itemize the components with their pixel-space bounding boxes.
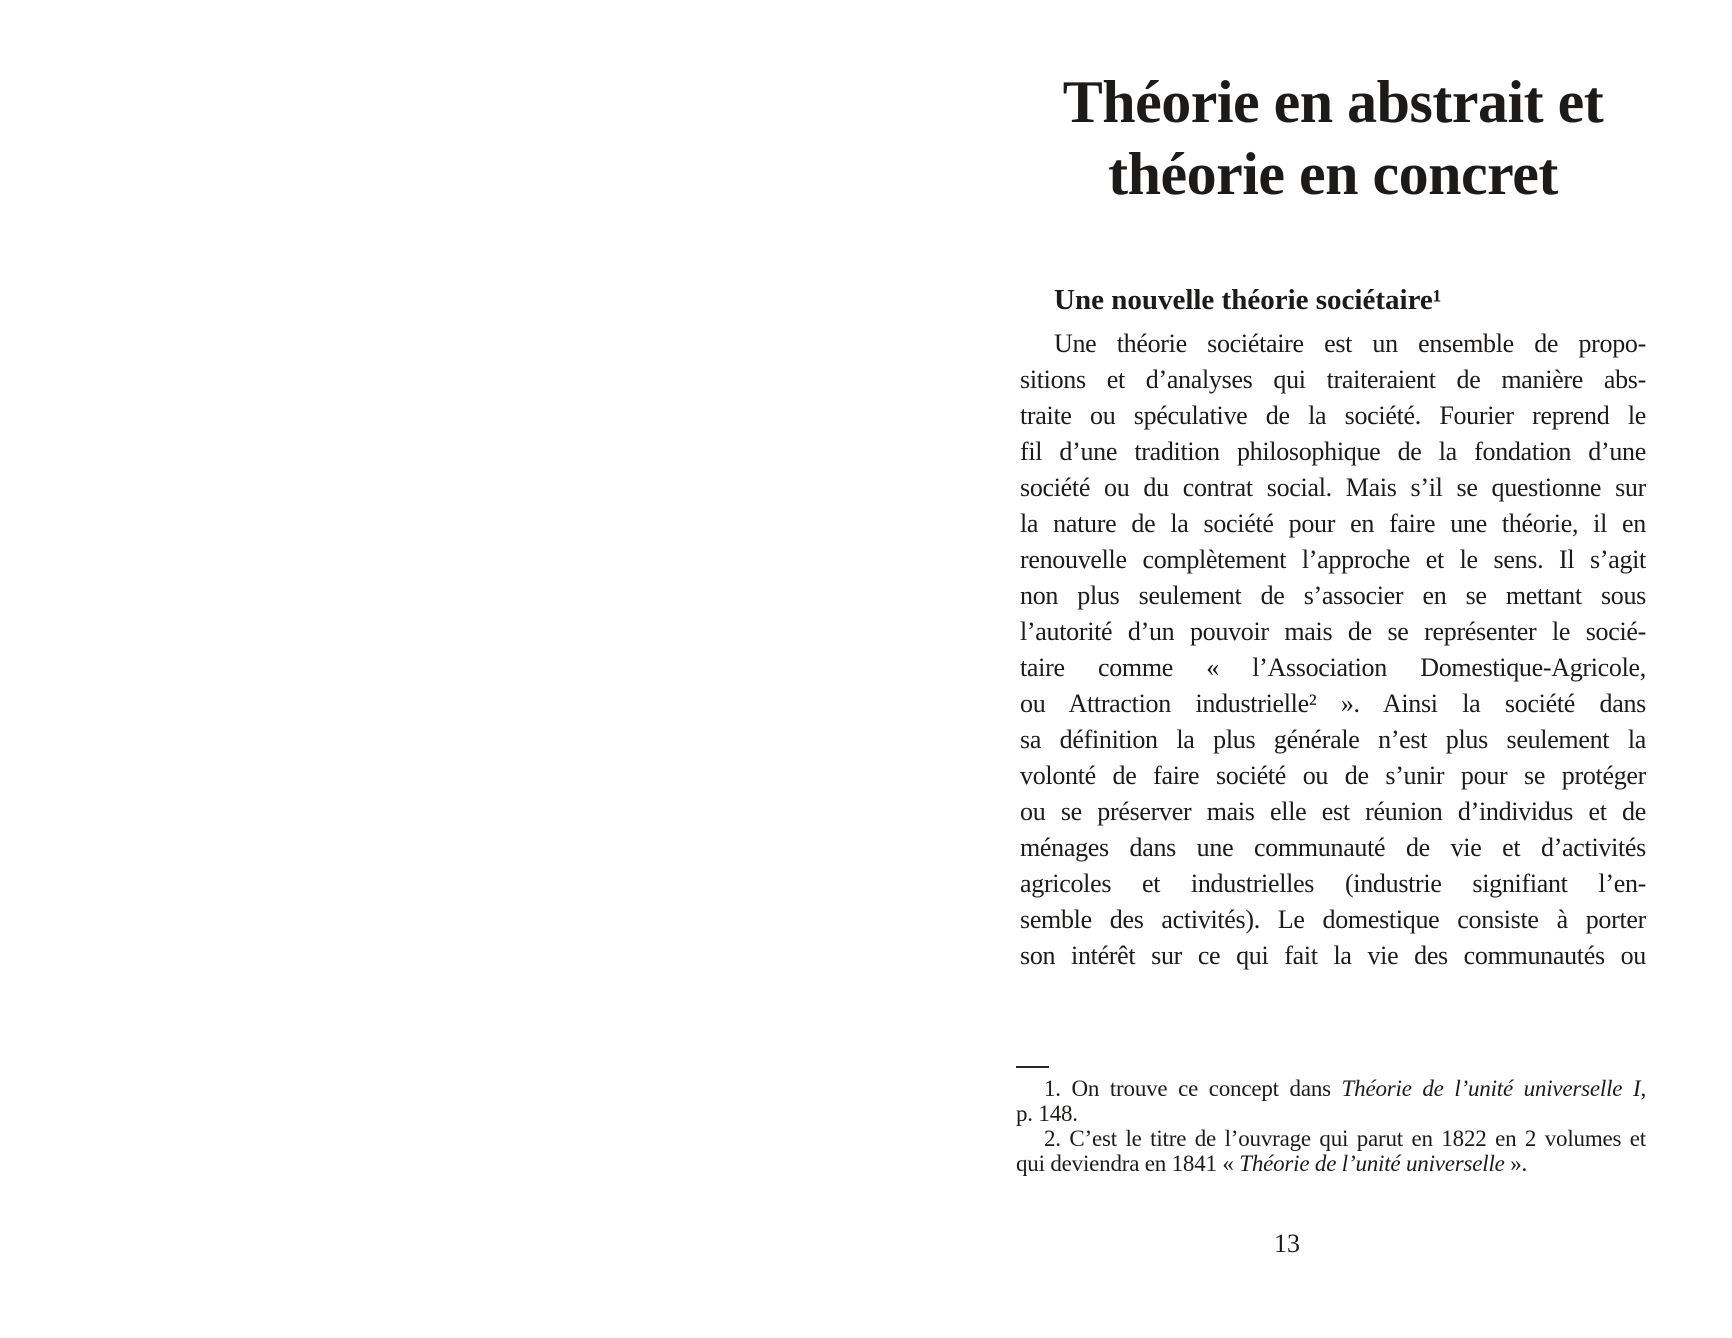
- footnote-text-italic: Théorie de l’unité universelle: [1239, 1151, 1505, 1176]
- footnotes: [1016, 1076, 1646, 1176]
- chapter-title: [1020, 66, 1646, 210]
- chapter-title-line: théorie en concret: [1108, 141, 1558, 207]
- body-line: non plus seulement de s’associer en se mettant sous: [1020, 581, 1646, 610]
- body-line: son intérêt sur ce qui fait la vie des communautés ou: [1020, 941, 1646, 970]
- body-line: semble des activités). Le domestique consiste à porter: [1020, 905, 1646, 934]
- section-heading: Une nouvelle théorie sociétaire¹: [1054, 284, 1442, 316]
- body-line: traite ou spéculative de la société. Fourier reprend le: [1020, 401, 1646, 430]
- chapter-title-line: Théorie en abstrait et: [1062, 69, 1604, 135]
- footnote-line: [1016, 1151, 1646, 1176]
- footnote-text: 1. On trouve ce concept dans: [1044, 1076, 1342, 1101]
- footnote-text: ».: [1504, 1151, 1528, 1176]
- footnote-text: 2. C’est le titre de l’ouvrage qui parut en 1822 en 2 volumes et: [1044, 1126, 1646, 1151]
- body-line: ou se préserver mais elle est réunion d’individus et de: [1020, 797, 1646, 826]
- body-line: sa définition la plus générale n’est plus seulement la: [1020, 725, 1646, 754]
- body-line: la nature de la société pour en faire une théorie, il en: [1020, 509, 1646, 538]
- body-line: sitions et d’analyses qui traiteraient de manière abs-: [1020, 365, 1646, 394]
- footnote-line: [1016, 1126, 1646, 1151]
- body-line: fil d’une tradition philosophique de la fondation d’une: [1020, 437, 1646, 466]
- body-line: ou Attraction industrielle² ». Ainsi la société dans: [1020, 689, 1646, 718]
- body-line: ménages dans une communauté de vie et d’activités: [1020, 833, 1646, 862]
- body-line: l’autorité d’un pouvoir mais de se représenter le socié-: [1020, 617, 1646, 646]
- page-number: 13: [1274, 1229, 1300, 1258]
- body-line: société ou du contrat social. Mais s’il se questionne sur: [1020, 473, 1646, 502]
- body-line: volonté de faire société ou de s’unir pour se protéger: [1020, 761, 1646, 790]
- footnote-text-italic: Théorie de l’unité universelle I: [1341, 1076, 1641, 1101]
- footnote-text: ,: [1640, 1076, 1646, 1101]
- body-line: taire comme « l’Association Domestique-Agricole,: [1020, 653, 1646, 682]
- footnote-separator: [1016, 1066, 1049, 1068]
- body-line: agricoles et industrielles (industrie signifiant l’en-: [1020, 869, 1646, 898]
- footnote-text: qui deviendra en 1841 «: [1016, 1151, 1240, 1176]
- footnote-line: [1016, 1101, 1646, 1126]
- body-line: renouvelle complètement l’approche et le sens. Il s’agit: [1020, 545, 1646, 574]
- footnote-text: p. 148.: [1016, 1101, 1078, 1126]
- body-line: Une théorie sociétaire est un ensemble de propo-: [1054, 329, 1646, 358]
- body-paragraph: [1020, 326, 1646, 974]
- footnote-line: [1016, 1076, 1646, 1101]
